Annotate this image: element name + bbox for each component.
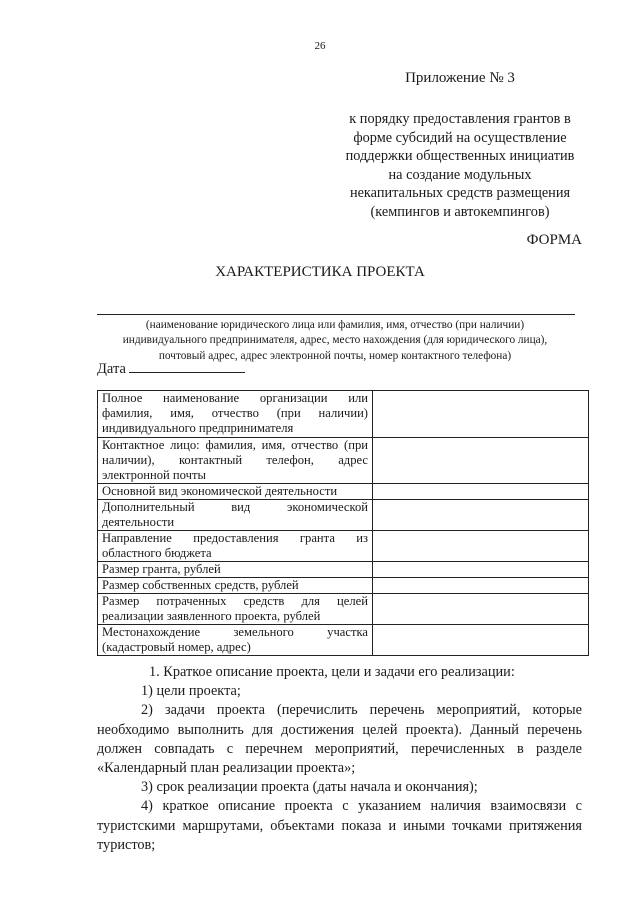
entity-name-line[interactable] [97,314,575,315]
row-value-cell[interactable] [373,531,589,562]
list-item: 3) срок реализации проекта (даты начала и окончания); [141,779,478,796]
order-line: поддержки общественных инициатив [345,148,575,165]
row-label: Полное наименование организации или фамилия, имя, отчество (при наличии) индивидуального предпринимателя [98,391,373,438]
project-characteristics-table [97,390,589,656]
document-title: ХАРАКТЕРИСТИКА ПРОЕКТА [215,264,425,280]
row-label: Местонахождение земельного участка (кадастровый номер, адрес) [98,625,373,656]
table-row [98,594,589,625]
row-value-cell[interactable] [373,594,589,625]
table-row [98,578,589,594]
page-number: 26 [314,40,326,52]
table-row [98,625,589,656]
row-value-cell[interactable] [373,438,589,484]
row-value-cell[interactable] [373,500,589,531]
order-line: форме субсидий на осуществление [353,129,567,146]
table-row [98,391,589,438]
date-blank-line[interactable] [129,360,245,373]
row-value-cell[interactable] [373,562,589,578]
row-label: Размер потраченных средств для целей реализации заявленного проекта, рублей [98,594,373,625]
table-row [98,484,589,500]
appendix-heading: Приложение № 3 [405,70,515,86]
project-description-section [97,663,582,855]
row-label: Дополнительный вид экономической деятельности [98,500,373,531]
row-label: Направление предоставления гранта из областного бюджета [98,531,373,562]
entity-caption-line: (наименование юридического лица или фамилия, имя, отчество (при наличии) [145,319,525,331]
row-label: Размер гранта, рублей [98,562,373,578]
order-reference [320,110,600,222]
table-row [98,531,589,562]
entity-caption [90,318,580,364]
order-line: некапитальных средств размещения [349,185,571,202]
table-row [98,562,589,578]
row-value-cell[interactable] [373,484,589,500]
row-label: Основной вид экономической деятельности [98,484,373,500]
row-value-cell[interactable] [373,391,589,438]
table-row [98,500,589,531]
row-value-cell[interactable] [373,578,589,594]
entity-caption-line: почтовый адрес, адрес электронной почты, номер контактного телефона) [158,349,512,362]
list-item: 1) цели проекта; [141,683,241,700]
table-row [98,438,589,484]
order-line: к порядку предоставления грантов в [349,111,571,127]
date-label: Дата [97,361,126,377]
entity-caption-line: индивидуального предпринимателя, адрес, место нахождения (для юридического лица), [122,334,548,347]
list-item: 2) задачи проекта (перечислить перечень мероприятий, которые необходимо выполнить для достижения целей проекта). Данный перечень должен совпадать с перечнем мероприятий, перечисленных в разделе «Календарный план реализации проекта»; [97,702,582,777]
section-heading: 1. Краткое описание проекта, цели и задачи его реализации: [149,664,515,680]
order-line: на создание модульных [388,166,532,183]
form-label: ФОРМА [526,232,582,248]
row-value-cell[interactable] [373,625,589,656]
row-label: Размер собственных средств, рублей [98,578,373,594]
order-line: (кемпингов и автокемпингов) [370,203,550,220]
date-field [97,360,245,378]
row-label: Контактное лицо: фамилия, имя, отчество (при наличии), контактный телефон, адрес электронной почты [98,438,373,484]
list-item: 4) краткое описание проекта с указанием наличия взаимосвязи с туристскими маршрутами, объектами показа и иными точками притяжения туристов; [97,798,582,853]
